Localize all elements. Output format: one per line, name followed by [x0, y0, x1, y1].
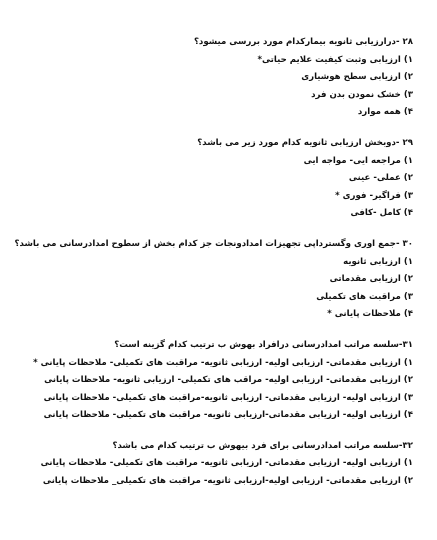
question-text: ۳۰ -جمع اوری وگسترداپی تجهیزات امدادونجات جز کدام بخش از سطوح امدادرسانی می باشد؟ — [14, 238, 413, 249]
question-28 — [10, 34, 413, 122]
question-30 — [10, 236, 413, 324]
option-3: ۳) فراگیر- فوری * — [335, 190, 413, 201]
option-4: ۴) ارزیابی اولیه- ارزیابی مقدماتی-ارزیابی ثانویه- مراقبت های تکمیلی- ملاحظات پایانی — [43, 410, 413, 421]
option-1: ۱) ارزیابی اولیه- ارزیابی مقدماتی- ارزیابی ثانویه- مراقبت های تکمیلی- ملاحظات پایانی — [40, 458, 413, 469]
option-3: ۳) مراقبت های تکمیلی — [316, 291, 413, 302]
question-29 — [10, 135, 413, 223]
option-4: ۴) همه موارد — [357, 107, 413, 118]
option-1: ۱) ارزیابی وثبت کیفیت علایم حیاتی* — [257, 54, 413, 65]
option-2: ۲) ارزیابی سطح هوشیاری — [301, 72, 413, 83]
question-text: ۳۱-سلسه مراتب امدادرسانی درافراد بهوش ب ترتیب کدام گزینه است؟ — [114, 339, 413, 350]
option-2: ۲) ارزیابی مقدماتی — [329, 274, 413, 285]
option-3: ۳) ارزیابی اولیه- ارزیابی مقدماتی- ارزیابی ثانویه-مراقبت های تکمیلی- ملاحظات پایانی — [43, 392, 413, 403]
question-text: ۲۹ -دوبخش ارزیابی ثانویه کدام مورد زیر می باشد؟ — [197, 137, 413, 148]
option-3: ۳) خشک نمودن بدن فرد — [311, 89, 413, 100]
question-31 — [10, 337, 413, 425]
option-4: ۴) کامل -کافی — [350, 208, 413, 219]
question-32 — [10, 438, 413, 491]
option-1: ۱) مراجعه ایی- مواجه ایی — [303, 155, 413, 166]
option-2: ۲) عملی- عینی — [348, 173, 413, 184]
option-2: ۲) ارزیابی مقدماتی- ارزیابی اولیه-ارزیابی ثانویه- مراقبت های تکمیلی_ ملاحظات پایانی — [42, 476, 413, 487]
question-text: ۳۲-سلسه مراتب امدادرسانی برای فرد بیهوش ب ترتیب کدام می باشد؟ — [112, 440, 413, 451]
option-2: ۲) ارزیابی مقدماتی- ارزیابی اولیه- مراقب های تکمیلی- ارزیابی ثانویه- ملاحظات پایانی — [44, 375, 413, 386]
option-1: ۱) ارزیابی مقدماتی- ارزیابی اولیه- ارزیابی ثانویه- مراقبت های تکمیلی- ملاحظات پایانی * — [33, 357, 413, 368]
question-text: ۲۸ -درارزیابی ثانویه بیمارکدام مورد بررسی میشود؟ — [193, 37, 413, 47]
option-4: ۴) ملاحظات پایانی * — [327, 309, 413, 320]
option-1: ۱) ارزیابی ثانویه — [343, 256, 413, 267]
